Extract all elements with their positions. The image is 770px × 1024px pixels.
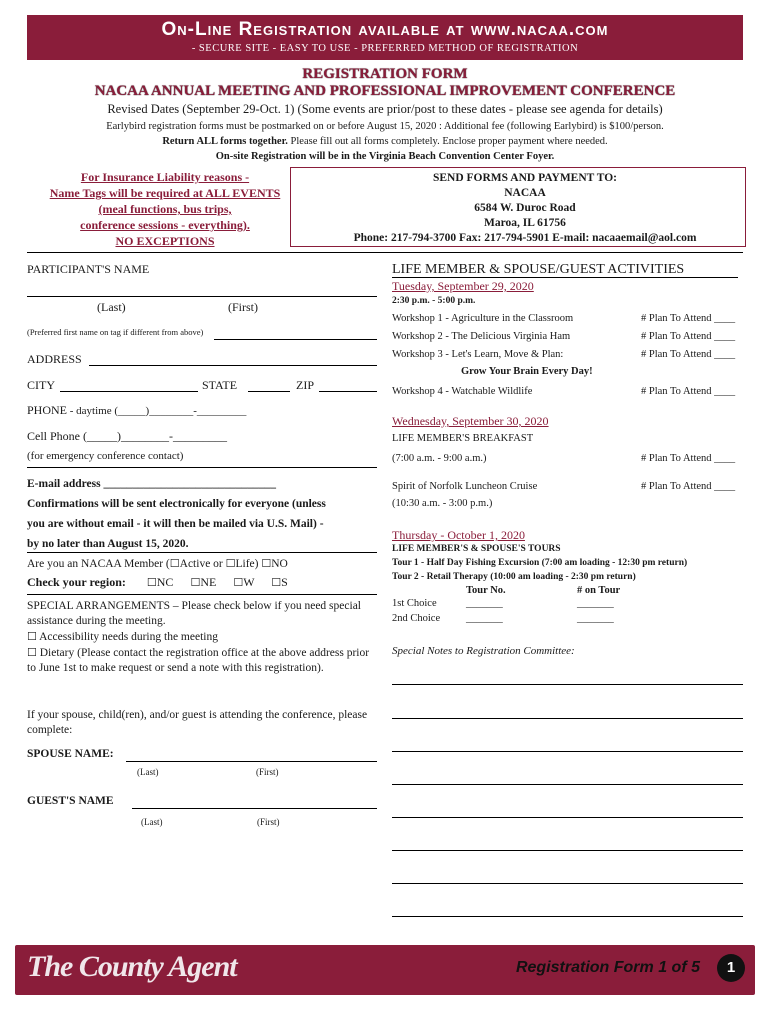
send-city: Maroa, IL 61756 (484, 217, 566, 229)
breakfast-time: (7:00 a.m. - 9:00 a.m.) (392, 453, 487, 464)
notes-line-5[interactable] (392, 817, 743, 818)
insurance-line-2: Name Tags will be required at ALL EVENTS (49, 186, 281, 200)
participant-last-label: (Last) (97, 300, 126, 314)
form-page-label: Registration Form 1 of 5 (515, 959, 700, 976)
participant-heading: PARTICIPANT'S NAME (27, 262, 150, 276)
spouse-name-line[interactable] (126, 761, 377, 762)
state-line[interactable] (248, 391, 290, 392)
workshop-1-plan[interactable]: # Plan To Attend ____ (641, 313, 736, 324)
on-tour-header: # on Tour (577, 585, 621, 596)
workshop-3-subtitle: Grow Your Brain Every Day! (461, 366, 593, 377)
dietary-label: Dietary (Please contact the registration office at the above address prior to June 1st to make request or send a note with this registration). (27, 647, 370, 674)
guest-name-line[interactable] (132, 808, 377, 809)
conference-title: NACAA ANNUAL MEETING AND PROFESSIONAL IMPROVEMENT CONFERENCE (94, 83, 676, 99)
participant-first-label: (First) (228, 300, 258, 314)
workshop-2: Workshop 2 - The Delicious Virginia Ham (392, 331, 571, 342)
send-contact: Phone: 217-794-3700 Fax: 217-794-5901 E-mail: nacaaemail@aol.com (353, 232, 697, 244)
member-question (27, 557, 288, 570)
spouse-first-label: (First) (256, 767, 279, 777)
checkbox-active-icon[interactable]: ☐ (169, 557, 180, 570)
life-member-heading: LIFE MEMBER & SPOUSE/GUEST ACTIVITIES (392, 262, 685, 277)
insurance-line-4: conference sessions - everything). (80, 218, 250, 232)
preferred-name-label: (Preferred first name on tag if different from above) (27, 327, 204, 337)
spouse-last-label: (Last) (137, 767, 159, 777)
city-line[interactable] (60, 391, 198, 392)
confirm-line-3: by no later than August 15, 2020. (27, 538, 189, 550)
special-notes-label: Special Notes to Registration Committee: (392, 645, 575, 657)
tuesday-time: 2:30 p.m. - 5:00 p.m. (392, 296, 476, 306)
notes-line-1[interactable] (392, 684, 743, 685)
notes-line-7[interactable] (392, 883, 743, 884)
insurance-line-5: NO EXCEPTIONS (115, 234, 215, 248)
guest-last-label: (Last) (141, 817, 163, 827)
workshop-3-plan[interactable]: # Plan To Attend ____ (641, 349, 736, 360)
phone-blank: - daytime (_____)________-_________ (67, 405, 247, 417)
workshop-1: Workshop 1 - Agriculture in the Classroom (392, 313, 574, 324)
notes-line-4[interactable] (392, 784, 743, 785)
city-label: CITY (27, 378, 55, 392)
checkbox-life-icon[interactable]: ☐ (225, 557, 236, 570)
email-divider (27, 552, 377, 553)
zip-line[interactable] (319, 391, 377, 392)
cell-phone-field[interactable]: Cell Phone (_____)________-_________ (27, 429, 227, 443)
tours-heading: LIFE MEMBER'S & SPOUSE'S TOURS (392, 544, 561, 554)
accessibility-label: Accessibility needs during the meeting (39, 631, 218, 643)
region-label: Check your region: (27, 575, 126, 589)
online-registration-banner (27, 15, 743, 60)
spouse-intro: If your spouse, child(ren), and/or guest is attending the conference, please complete: (27, 709, 368, 736)
return-rest: Please fill out all forms completely. Enclose proper payment where needed. (287, 136, 608, 147)
phone-divider (27, 467, 377, 468)
insurance-notice (20, 169, 310, 249)
banner-subtitle: - SECURE SITE - EASY TO USE - PREFERRED METHOD OF REGISTRATION (191, 43, 579, 54)
checkbox-icon: ☐ (146, 576, 157, 589)
tour-no-header: Tour No. (466, 585, 506, 596)
onsite-note: On-site Registration will be in the Virginia Beach Convention Center Foyer. (215, 151, 555, 162)
workshop-4: Workshop 4 - Watchable Wildlife (392, 386, 533, 397)
preferred-name-line[interactable] (214, 339, 377, 340)
checkbox-icon: ☐ (233, 576, 244, 589)
first-choice-label: 1st Choice (392, 598, 437, 609)
earlybird-note: Earlybird registration forms must be postmarked on or before August 15, 2020 : Additional fee (following Earlybird) is $100/person. (106, 121, 664, 132)
life-heading-underline (392, 277, 738, 278)
region-nc[interactable]: ☐NC (146, 575, 174, 589)
county-agent-logo: The County Agent (27, 950, 237, 983)
insurance-line-3: (meal functions, bus trips, (98, 202, 232, 216)
checkbox-no-icon[interactable]: ☐ (261, 557, 272, 570)
first-choice-tour[interactable]: _______ (466, 598, 503, 609)
send-street: 6584 W. Duroc Road (474, 202, 576, 214)
region-s[interactable]: ☐S (271, 575, 288, 589)
emergency-note: (for emergency conference contact) (27, 450, 184, 462)
email-field[interactable]: E-mail address ______________________________ (27, 478, 276, 490)
notes-line-8[interactable] (392, 916, 743, 917)
breakfast-title: LIFE MEMBER'S BREAKFAST (392, 433, 534, 444)
phone-label: PHONE (27, 403, 68, 417)
form-title: REGISTRATION FORM (302, 66, 468, 82)
member-q-label: Are you an NACAA Member ( (27, 558, 170, 570)
dietary-checkbox-icon[interactable]: ☐ (27, 646, 37, 659)
notes-line-6[interactable] (392, 850, 743, 851)
region-w[interactable]: ☐W (233, 575, 255, 589)
insurance-line-1: For Insurance Liability reasons - (80, 170, 250, 184)
cruise-title: Spirit of Norfolk Luncheon Cruise (392, 481, 538, 492)
special-heading: SPECIAL ARRANGEMENTS (27, 600, 171, 612)
footer-bar (15, 945, 755, 995)
tuesday-heading: Tuesday, September 29, 2020 (392, 279, 534, 293)
checkbox-icon: ☐ (271, 576, 282, 589)
member-no-label: NO (271, 558, 288, 570)
address-label: ADDRESS (27, 352, 82, 366)
region-row (27, 575, 288, 590)
workshop-2-plan[interactable]: # Plan To Attend ____ (641, 331, 736, 342)
member-active-label: Active or (179, 558, 226, 570)
tour-2: Tour 2 - Retail Therapy (10:00 am loading - 2:30 pm return) (392, 572, 636, 582)
confirm-line-1: Confirmations will be sent electronically for everyone (unless (27, 498, 326, 510)
workshop-3: Workshop 3 - Let's Learn, Move & Plan: (392, 349, 564, 360)
zip-label: ZIP (296, 378, 314, 392)
guest-first-label: (First) (257, 817, 280, 827)
accessibility-checkbox-icon[interactable]: ☐ (27, 630, 37, 643)
state-label: STATE (202, 378, 238, 392)
cruise-plan[interactable]: # Plan To Attend ____ (641, 481, 736, 492)
special-intro: – Please check below if you need special assistance during the meeting. (27, 600, 361, 627)
email-section (27, 474, 387, 554)
second-choice-label: 2nd Choice (392, 613, 441, 624)
breakfast-plan[interactable]: # Plan To Attend ____ (641, 453, 736, 464)
participant-name-line[interactable] (27, 296, 377, 297)
checkbox-icon: ☐ (190, 576, 201, 589)
second-choice-tour[interactable]: _______ (466, 613, 503, 624)
region-divider (27, 594, 377, 595)
address-line[interactable] (89, 365, 377, 366)
page-number-badge: 1 (717, 954, 745, 982)
confirm-line-2: you are without email - it will then be mailed via U.S. Mail) - (27, 518, 324, 530)
return-note (0, 136, 770, 147)
send-org: NACAA (504, 187, 546, 199)
second-choice-count[interactable]: _______ (577, 613, 614, 624)
revised-dates: Revised Dates (September 29-Oct. 1) (Some events are prior/post to these dates - please see agenda for details) (107, 102, 663, 116)
phone-field[interactable] (27, 403, 246, 418)
section-divider (27, 252, 743, 253)
member-life-label: Life) (235, 558, 262, 570)
guest-label: GUEST'S NAME (27, 795, 114, 807)
thursday-heading: Thursday - October 1, 2020 (392, 528, 525, 542)
cruise-time: (10:30 a.m. - 3:00 p.m.) (392, 498, 493, 509)
special-arrangements (27, 599, 379, 676)
wednesday-heading: Wednesday, September 30, 2020 (392, 414, 549, 428)
return-bold: Return ALL forms together. (162, 136, 288, 147)
notes-line-2[interactable] (392, 718, 743, 719)
region-ne[interactable]: ☐NE (190, 575, 217, 589)
banner-title: On-Line Registration available at www.nacaa.com (161, 19, 609, 40)
tour-1: Tour 1 - Half Day Fishing Excursion (7:00 am loading - 12:30 pm return) (392, 558, 688, 568)
send-heading: SEND FORMS AND PAYMENT TO: (432, 172, 618, 184)
workshop-4-plan[interactable]: # Plan To Attend ____ (641, 386, 736, 397)
first-choice-count[interactable]: _______ (577, 598, 614, 609)
notes-line-3[interactable] (392, 751, 743, 752)
spouse-label: SPOUSE NAME: (27, 748, 114, 760)
send-forms-address (305, 171, 745, 246)
